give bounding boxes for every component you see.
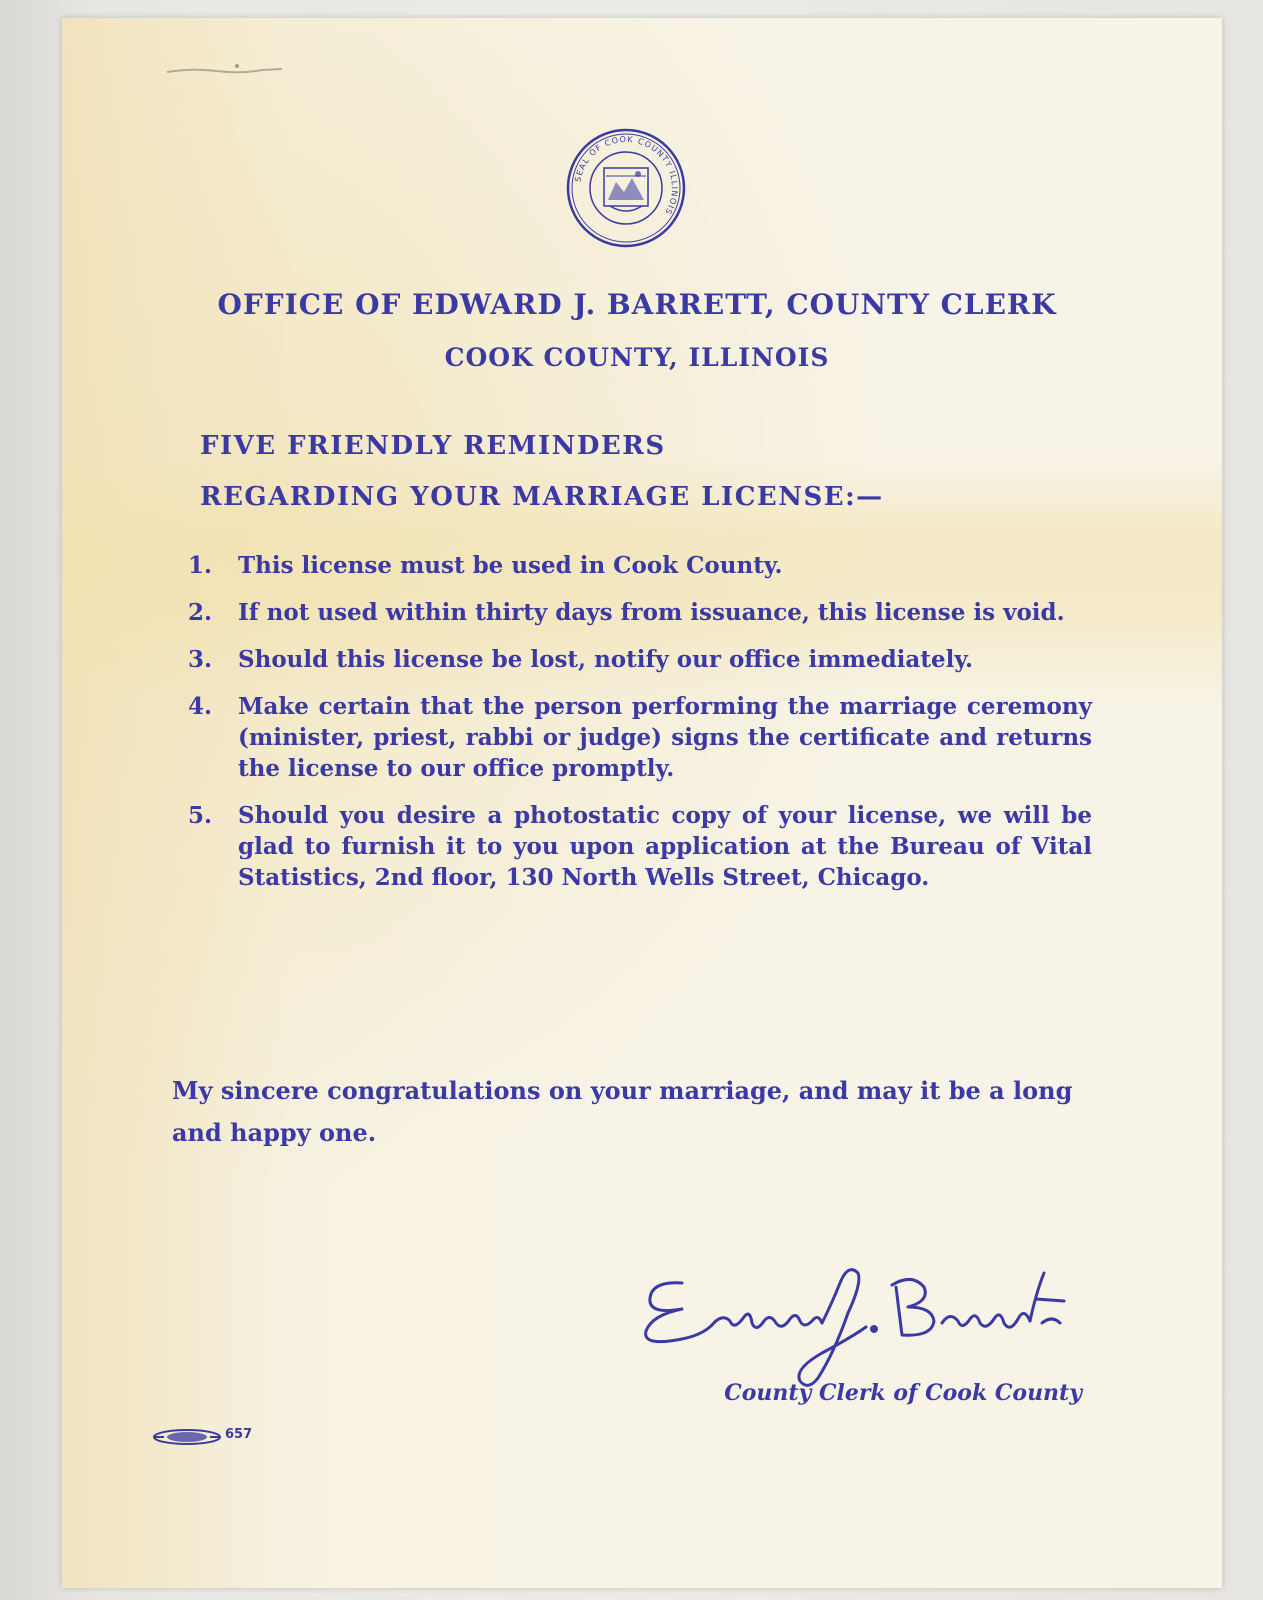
- county-seal-icon: [564, 126, 688, 250]
- reminder-item: [188, 691, 1092, 784]
- closing-message: My sincere congratulations on your marriage, and may it be a long and happy one.: [172, 1076, 1073, 1147]
- reminder-number: 3.: [188, 646, 213, 673]
- reminder-item: [188, 550, 1092, 581]
- document-page: [62, 18, 1222, 1588]
- reminder-text: Should you desire a photostatic copy of your license, we will be glad to furnish it to you upon application at the Bureau of Vital Statistics, 2nd floor, 130 North Wells Street, Chicago.: [238, 802, 1092, 891]
- reminder-item: [188, 800, 1092, 893]
- seal-ring-text: SEAL OF COOK COUNTY ILLINOIS: [573, 134, 680, 217]
- reminder-text: If not used within thirty days from issuance, this license is void.: [238, 599, 1065, 626]
- form-number: 657: [225, 1427, 253, 1442]
- reminder-text: Should this license be lost, notify our office immediately.: [238, 646, 974, 673]
- reminders-heading-line-2: REGARDING YOUR MARRIAGE LICENSE:—: [200, 482, 884, 512]
- reminder-text: Make certain that the person performing the marriage ceremony (minister, priest, rabbi or judge) signs the certificate and returns the license to our office promptly.: [238, 693, 1092, 782]
- reminder-number: 2.: [188, 599, 213, 626]
- reminder-number: 5.: [188, 802, 213, 829]
- signatory-title: County Clerk of Cook County: [724, 1380, 1082, 1406]
- union-label-icon: [152, 1428, 222, 1446]
- handwritten-signature: [612, 1243, 1072, 1393]
- office-title: OFFICE OF EDWARD J. BARRETT, COUNTY CLERK: [217, 288, 1057, 321]
- reminder-item: [188, 644, 1092, 675]
- reminder-number: 4.: [188, 693, 213, 720]
- reminders-list: [188, 550, 1092, 909]
- county-subtitle: COOK COUNTY, ILLINOIS: [444, 343, 830, 372]
- ink-smudge: [162, 60, 302, 80]
- reminders-heading-line-1: FIVE FRIENDLY REMINDERS: [200, 431, 666, 461]
- reminder-number: 1.: [188, 552, 213, 579]
- reminder-text: This license must be used in Cook County.: [238, 552, 783, 579]
- reminder-item: [188, 597, 1092, 628]
